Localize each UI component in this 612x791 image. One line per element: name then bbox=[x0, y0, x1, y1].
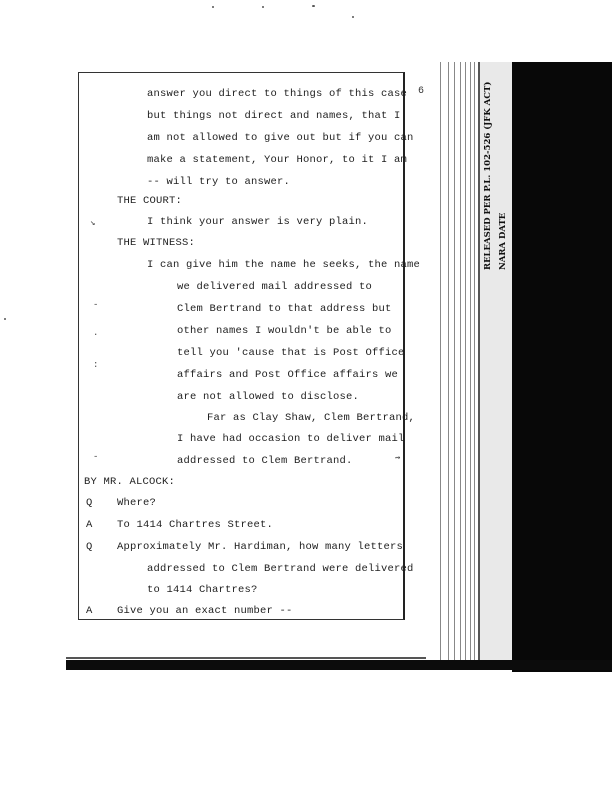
transcript-line: make a statement, Your Honor, to it I am bbox=[147, 154, 408, 166]
page-number: 6 bbox=[418, 86, 425, 97]
q-marker: Q bbox=[86, 497, 93, 509]
transcript-line: I can give him the name he seeks, the name bbox=[147, 259, 421, 271]
speaker-label-witness: THE WITNESS: bbox=[117, 237, 196, 249]
transcript-line: answer you direct to things of this case bbox=[147, 88, 408, 100]
scan-speck bbox=[262, 6, 264, 8]
speaker-label-court: THE COURT: bbox=[117, 195, 183, 207]
transcript-line: Clem Bertrand to that address but bbox=[177, 303, 392, 315]
transcript-line: tell you 'cause that is Post Office bbox=[177, 347, 405, 359]
margin-tick-icon: - bbox=[93, 452, 99, 462]
transcript-line: Where? bbox=[117, 497, 157, 509]
transcript-line: affairs and Post Office affairs we bbox=[177, 369, 399, 381]
transcript-line: -- will try to answer. bbox=[147, 176, 291, 188]
margin-tick-icon: - bbox=[93, 300, 99, 310]
margin-tick-icon: · bbox=[93, 330, 99, 340]
release-stamp-line1: RELEASED PER P.L. 102-526 (JFK ACT) bbox=[483, 81, 493, 270]
transcript-line: addressed to Clem Bertrand. bbox=[177, 455, 353, 467]
transcript-line: other names I wouldn't be able to bbox=[177, 325, 392, 337]
scan-bottom-border bbox=[66, 660, 612, 670]
transcript-line: am not allowed to give out but if you can bbox=[147, 132, 414, 144]
scan-speck bbox=[352, 16, 354, 18]
transcript-line: I think your answer is very plain. bbox=[147, 216, 369, 228]
transcript-line: but things not direct and names, that I bbox=[147, 110, 401, 122]
scan-edge-lines bbox=[430, 62, 478, 670]
transcript-line: addressed to Clem Bertrand were delivered bbox=[147, 563, 414, 575]
scan-speck bbox=[312, 5, 315, 7]
release-stamp-line2: NARA DATE bbox=[498, 212, 508, 270]
transcript-line: Approximately Mr. Hardiman, how many letters bbox=[117, 541, 404, 553]
scan-bottom-line bbox=[66, 657, 426, 659]
scan-speck bbox=[4, 318, 6, 320]
transcript-line: are not allowed to disclose. bbox=[177, 391, 360, 403]
transcript-line: I have had occasion to deliver mail bbox=[177, 433, 405, 445]
margin-arrow-icon: ↘ bbox=[90, 218, 96, 228]
margin-arrow-icon: ⇝ bbox=[395, 453, 401, 463]
transcript-line: To 1414 Chartres Street. bbox=[117, 519, 274, 531]
transcript-line: Far as Clay Shaw, Clem Bertrand, bbox=[207, 412, 416, 424]
a-marker: A bbox=[86, 519, 93, 531]
scan-speck bbox=[212, 6, 214, 8]
examiner-label: BY MR. ALCOCK: bbox=[84, 476, 176, 488]
q-marker: Q bbox=[86, 541, 93, 553]
a-marker: A bbox=[86, 605, 93, 617]
margin-tick-icon: : bbox=[93, 360, 99, 370]
transcript-line: to 1414 Chartres? bbox=[147, 584, 258, 596]
scan-black-border bbox=[512, 62, 612, 672]
transcript-line: we delivered mail addressed to bbox=[177, 281, 373, 293]
transcript-line: Give you an exact number -- bbox=[117, 605, 293, 617]
